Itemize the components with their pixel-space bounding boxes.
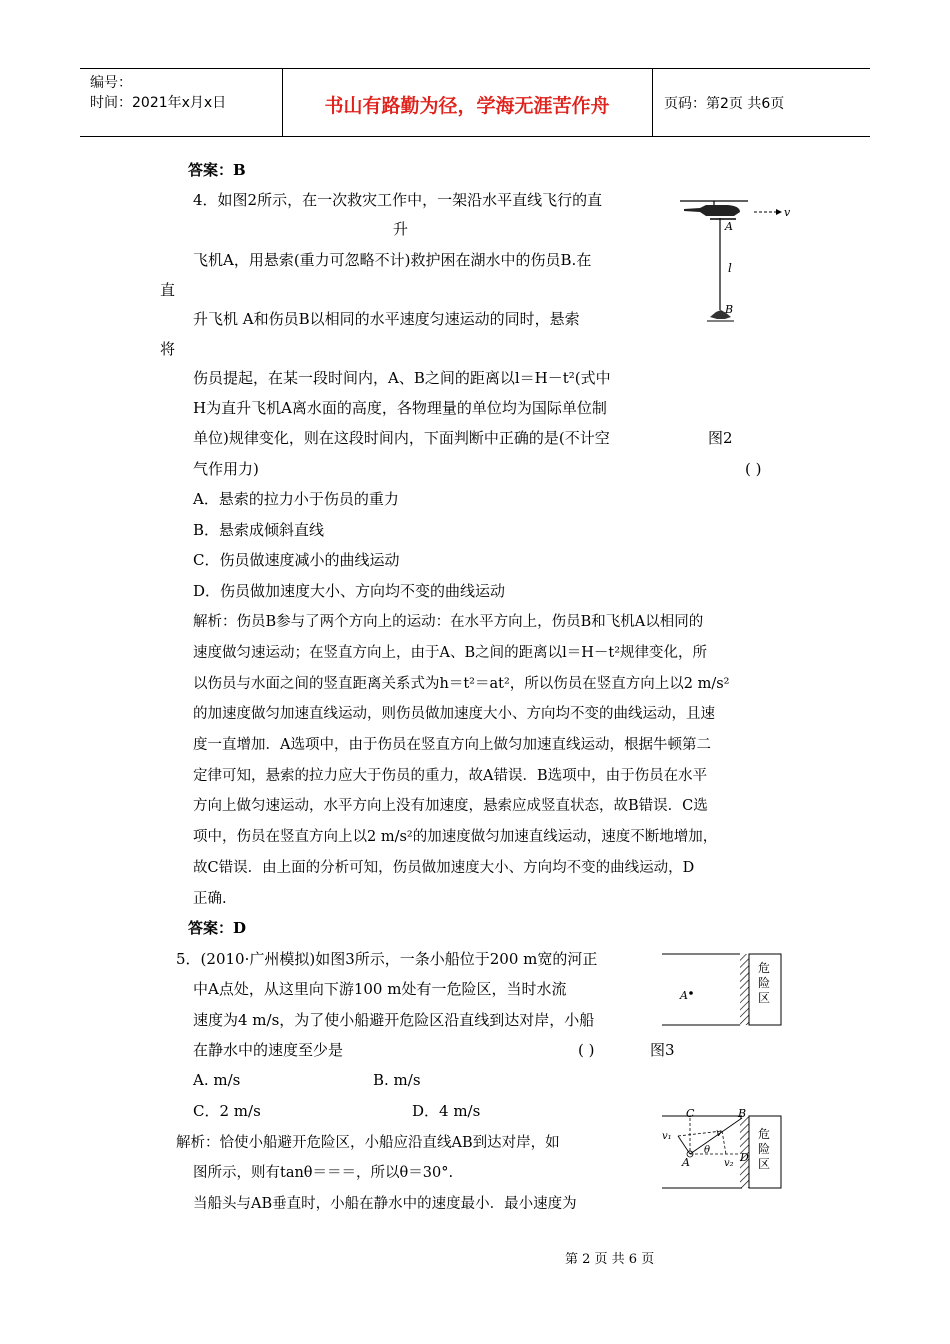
q4-figure-label: 图2 (708, 429, 733, 447)
hazard-label-3: 区 (758, 991, 771, 1005)
label-a: A (725, 220, 733, 233)
q5-option-a: A. m/s (193, 1071, 241, 1089)
label-b: B (725, 303, 734, 316)
q4-option-a: A．悬索的拉力小于伤员的重力 (193, 490, 399, 508)
q4-line-3: 飞机A，用悬索(重力可忽略不计)救护困在湖水中的伤员B.在 (193, 251, 592, 269)
q4-line-10: 气作用力) (193, 460, 259, 478)
q5-answer-bracket: ( ) (578, 1041, 595, 1059)
q4-line-6: 将 (160, 340, 176, 358)
q4-analysis-3: 以伤员与水面之间的竖直距离关系式为h＝t²＝at²，所以伤员在竖直方向上以2 m/s² (193, 676, 730, 692)
q4-option-c: C．伤员做速度减小的曲线运动 (193, 551, 400, 569)
q5-analysis-1: 解析：恰使小船避开危险区，小船应沿直线AB到达对岸，如 (176, 1135, 560, 1151)
q4-option-d: D．伤员做加速度大小、方向均不变的曲线运动 (193, 582, 506, 600)
q5-line-1: 5．(2010·广州模拟)如图3所示，一条小船位于200 m宽的河正 (176, 950, 598, 968)
label-d: D (740, 1151, 749, 1164)
q4-analysis-8: 项中，伤员在竖直方向上以2 m/s²的加速度做匀加速直线运动，速度不断地增加， (193, 829, 718, 845)
q4-line-8: H为直升飞机A离水面的高度，各物理量的单位均为国际单位制 (193, 399, 607, 417)
q4-analysis-2: 速度做匀速运动；在竖直方向上，由于A、B之间的距离以l＝H－t²规律变化，所 (193, 645, 708, 661)
q5-analysis-2: 图所示，则有tanθ＝＝＝，所以θ＝30°. (193, 1165, 454, 1181)
vector-figure (660, 1106, 800, 1196)
vector-v2-guide (722, 1131, 726, 1154)
q4-analysis-1: 解析：伤员B参与了两个方向上的运动：在水平方向上，伤员B和飞机A以相同的 (193, 614, 704, 630)
hazard-hatch (740, 954, 749, 1025)
date-label: 时间：2021年x月x日 (90, 95, 227, 111)
hazard-label-2: 险 (758, 1142, 771, 1156)
q5-option-c: C．2 m/s (193, 1102, 261, 1120)
q4-option-b: B．悬索成倾斜直线 (193, 521, 325, 539)
label-v: v (716, 1128, 722, 1139)
q4-analysis-4: 的加速度做匀加速直线运动，则伤员做加速度大小、方向均不变的曲线运动，且速 (193, 706, 715, 722)
velocity-arrow (754, 209, 782, 215)
label-v: v (784, 206, 791, 219)
hazard-label-1: 危 (758, 1127, 771, 1141)
q4-line-9: 单位)规律变化，则在这段时间内，下面判断中正确的是(不计空 (193, 429, 610, 447)
river-figure (660, 948, 800, 1030)
label-a: A (682, 1156, 690, 1169)
header-info (90, 73, 226, 113)
q4-analysis-9: 故C错误．由上面的分析可知，伤员做加速度大小、方向均不变的曲线运动，D (193, 860, 695, 876)
page-header (80, 68, 870, 137)
q4-line-1: 4．如图2所示，在一次救灾工作中，一架沿水平直线飞行的直 (193, 191, 603, 209)
label-v2: v₂ (724, 1158, 734, 1169)
q4-answer: 答案：D (188, 919, 247, 937)
helicopter-icon (680, 201, 748, 219)
header-page-number: 页码：第2页 共6页 (664, 96, 785, 112)
q5-analysis-3: 当船头与AB垂直时，小船在静水中的速度最小．最小速度为 (193, 1196, 577, 1212)
label-theta: θ (704, 1145, 711, 1156)
q4-line-7: 伤员提起，在某一段时间内，A、B之间的距离以l＝H－t²(式中 (193, 369, 611, 387)
q4-analysis-5: 度一直增加．A选项中，由于伤员在竖直方向上做匀加速直线运动，根据牛顿第二 (193, 737, 711, 753)
q5-line-4: 在静水中的速度至少是 (193, 1041, 344, 1059)
q5-line-2: 中A点处，从这里向下游100 m处有一危险区，当时水流 (193, 980, 567, 998)
q4-analysis-10: 正确. (193, 891, 227, 907)
header-divider (652, 69, 653, 136)
q4-analysis-7: 方向上做匀速运动，水平方向上没有加速度，悬索应成竖直状态，故B错误．C选 (193, 798, 708, 814)
label-b: B (738, 1107, 747, 1120)
hazard-label-2: 险 (758, 976, 771, 990)
header-motto: 书山有路勤为径，学海无涯苦作舟 (324, 95, 610, 117)
helicopter-figure (676, 196, 796, 331)
q5-line-3: 速度为4 m/s，为了使小船避开危险区沿直线到达对岸，小船 (193, 1011, 595, 1029)
label-c: C (686, 1107, 695, 1120)
q4-line-2: 升 (393, 220, 409, 238)
q4-analysis-6: 定律可知，悬索的拉力应大于伤员的重力，故A错误．B选项中，由于伤员在水平 (193, 768, 708, 784)
q4-line-5: 升飞机 A和伤员B以相同的水平速度匀速运动的同时，悬索 (193, 310, 580, 328)
serial-label: 编号： (90, 75, 132, 91)
hazard-label-3: 区 (758, 1157, 771, 1171)
q4-answer-bracket: ( ) (745, 460, 762, 478)
hazard-label-1: 危 (758, 961, 771, 975)
label-a: A (680, 989, 688, 1002)
label-v1: v₁ (662, 1131, 672, 1142)
label-l: l (728, 261, 732, 275)
q5-option-d: D．4 m/s (412, 1102, 481, 1120)
q5-figure-label: 图3 (650, 1041, 675, 1059)
q3-answer: 答案：B (188, 161, 246, 179)
boat-point (689, 991, 693, 995)
q5-option-b: B. m/s (373, 1071, 421, 1089)
q4-line-4: 直 (160, 281, 176, 299)
page-footer: 第 2 页 共 6 页 (565, 1252, 655, 1267)
